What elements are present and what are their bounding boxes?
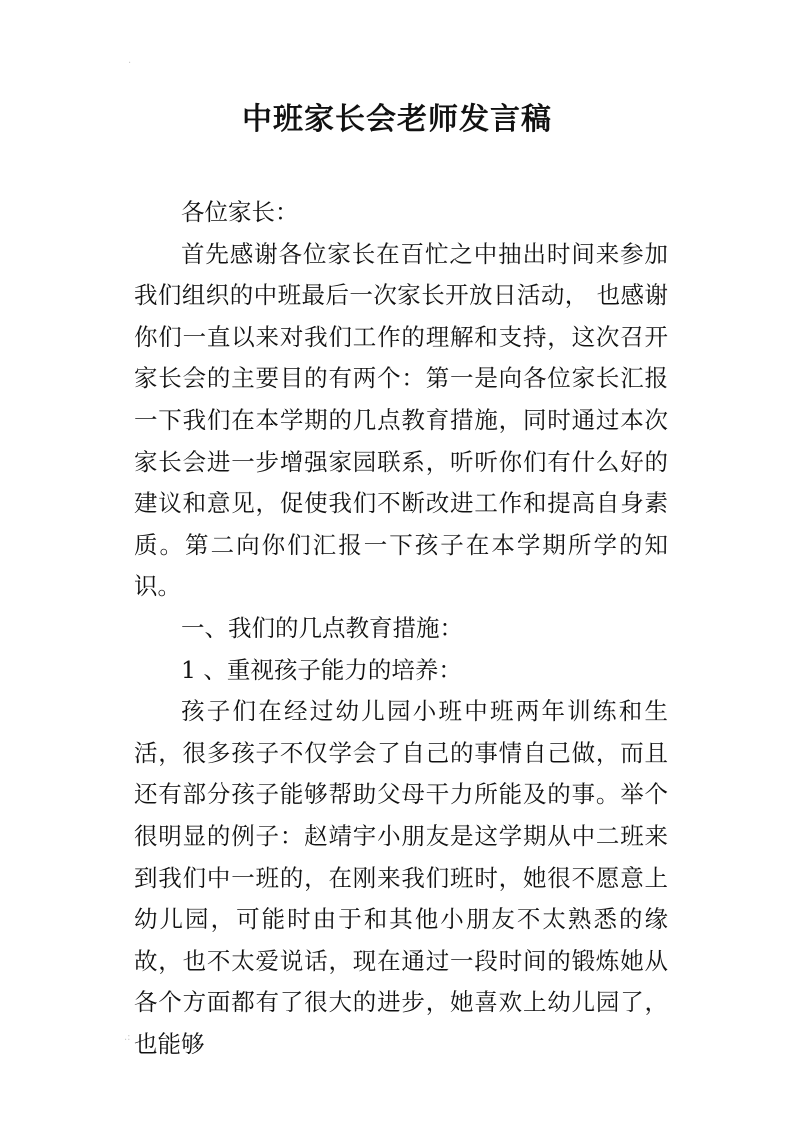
subsection-heading: 1 、重视孩子能力的培养： xyxy=(181,655,462,684)
body-paragraph: 孩子们在经过幼儿园小班中班两年训练和生活，很多孩子不仅学会了自己的事情自己做，而且还有部分孩子能够帮助父母干力所能及的事。举个很明显的例子：赵靖宇小朋友是这学期从中二班来到我们中一班的，在刚来我们班时，她很不愿意上幼儿园，可能时由于和其他小朋友不太熟悉的缘故，也不太爱说话，现在通过一段时间的锻炼她从各个方面都有了很大的进步，她喜欢上幼儿园了，也能够 xyxy=(134,697,668,1058)
section-heading: 一、我们的几点教育措施： xyxy=(181,613,463,642)
corner-mark-top: · xyxy=(128,58,132,69)
document-title: 中班家长会老师发言稿 xyxy=(242,102,552,137)
intro-paragraph: 首先感谢各位家长在百忙之中抽出时间来参加我们组织的中班最后一次家长开放日活动， 也感谢你们一直以来对我们工作的理解和支持，这次召开家长会的主要目的有两个：第一是向各位家长汇报一下我们在本学期的几点教育措施，同时通过本次家长会进一步增强家园联系，听听你们有什么好的建议和意见，促使我们不断改进工作和提高自身素质。第二向你们汇报一下孩子在本学期所学的知识。 xyxy=(134,239,668,601)
corner-mark-bottom: .: xyxy=(124,1032,131,1043)
document-body xyxy=(134,192,668,1065)
greeting-paragraph: 各位家长： xyxy=(181,198,299,226)
